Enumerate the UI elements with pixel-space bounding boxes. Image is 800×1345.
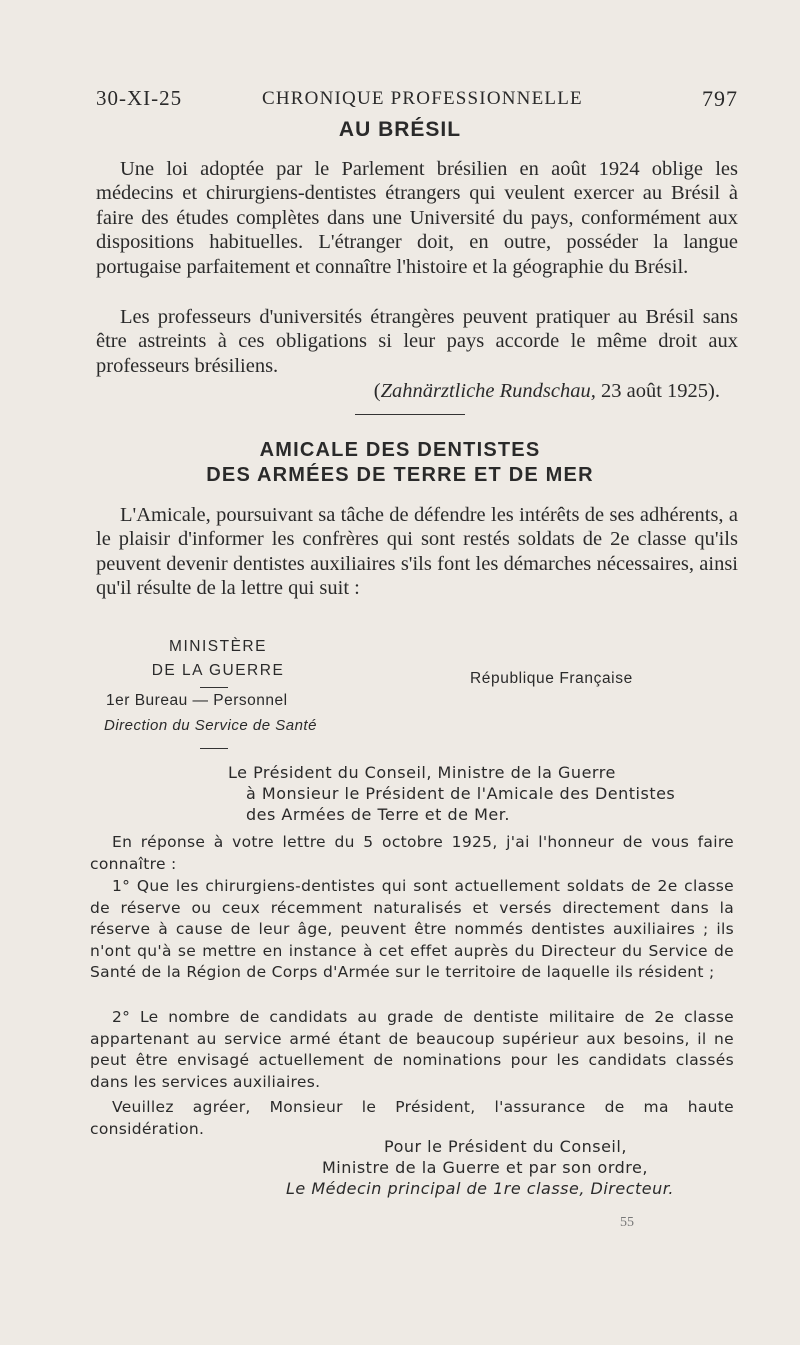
divider — [200, 748, 228, 749]
article-title-bresil: AU BRÉSIL — [338, 118, 462, 141]
running-title: CHRONIQUE PROFESSIONNELLE — [262, 88, 583, 109]
direction-line: Direction du Service de Santé — [104, 717, 317, 734]
signature-line: Pour le Président du Conseil, — [384, 1137, 627, 1156]
citation-date: 23 août 1925). — [601, 380, 720, 402]
title-line: AMICALE DES DENTISTES — [259, 439, 541, 461]
republic-heading: République Française — [470, 670, 633, 687]
address-line: Le Président du Conseil, Ministre de la Guerre — [228, 763, 616, 782]
signature-line: Le Médecin principal de 1re classe, Directeur. — [286, 1179, 674, 1198]
paragraph — [96, 305, 738, 378]
letter-text: 2° Le nombre de candidats au grade de dentiste militaire de 2e classe appartenant au service armé étant de beaucoup supérieur aux besoins, il ne peut être envisagé actuellement de nominations pour les candidats classés dans les services auxiliaires. — [90, 1008, 734, 1091]
issue-date: 30-XI-25 — [96, 86, 183, 110]
letter-text: Veuillez agréer, Monsieur le Président, l'assurance de ma haute considération. — [90, 1098, 734, 1138]
paragraph-text: Une loi adoptée par le Parlement brésilien en août 1924 oblige les médecins et chirurgiens-dentistes étrangers qui veulent exercer au Brésil à faire des études complètes dans une Université du pays, conformément aux dispositions habituelles. L'étranger doit, en outre, posséder la langue portugaise parfaitement et connaître l'histoire et la géographie du Brésil. — [96, 158, 738, 278]
address-line: à Monsieur le Président de l'Amicale des Dentistes — [246, 784, 676, 803]
letter-paragraph — [90, 876, 734, 984]
paragraph-text: Les professeurs d'universités étrangères peuvent pratiquer au Brésil sans être astreints à ces obligations si leur pays accorde le même droit aux professeurs brésiliens. — [96, 306, 738, 377]
letter-text: 1° Que les chirurgiens-dentistes qui sont actuellement soldats de 2e classe de réserve ou ceux récemment naturalisés et versés directement dans la réserve à cause de leur âge, peuvent être nommés dentistes auxiliaires ; ils n'ont qu'à se mettre en instance à cet effet auprès du Directeur du Service de Santé de la Région de Corps d'Armée sur le territoire de laquelle ils résident ; — [90, 877, 734, 981]
paragraph — [96, 157, 738, 279]
ministry-line: MINISTÈRE — [169, 638, 267, 655]
letter-text: En réponse à votre lettre du 5 octobre 1925, j'ai l'honneur de vous faire connaître : — [90, 833, 734, 873]
running-header — [96, 86, 738, 116]
address-line: des Armées de Terre et de Mer. — [246, 805, 510, 824]
citation: (Zahnärztliche Rundschau, 23 août 1925). — [373, 380, 720, 402]
article-title-amicale — [0, 438, 800, 488]
bureau-line: 1er Bureau — Personnel — [106, 692, 288, 709]
letter-paragraph — [90, 832, 734, 875]
paragraph-text: L'Amicale, poursuivant sa tâche de défendre les intérêts de ses adhérents, a le plaisir d'informer les confrères qui sont restés soldats de 2e classe qu'ils peuvent devenir dentistes auxiliaires s'ils font les démarches nécessaires, ainsi qu'il résulte de la lettre qui suit : — [96, 504, 738, 600]
ministry-line: DE LA GUERRE — [151, 662, 285, 679]
citation-source: Zahnärztliche Rundschau, — [380, 380, 596, 402]
paragraph-intro — [96, 503, 738, 601]
page-number: 797 — [702, 86, 738, 111]
signature-line: Ministre de la Guerre et par son ordre, — [322, 1158, 648, 1177]
letter-paragraph — [90, 1007, 734, 1093]
title-line: DES ARMÉES DE TERRE ET DE MER — [206, 464, 594, 486]
letter-paragraph — [90, 1097, 734, 1140]
divider — [200, 687, 228, 688]
folio-mark: 55 — [620, 1215, 634, 1230]
ministry-heading — [128, 635, 308, 683]
letter-address — [228, 762, 748, 825]
section-divider — [355, 414, 465, 415]
